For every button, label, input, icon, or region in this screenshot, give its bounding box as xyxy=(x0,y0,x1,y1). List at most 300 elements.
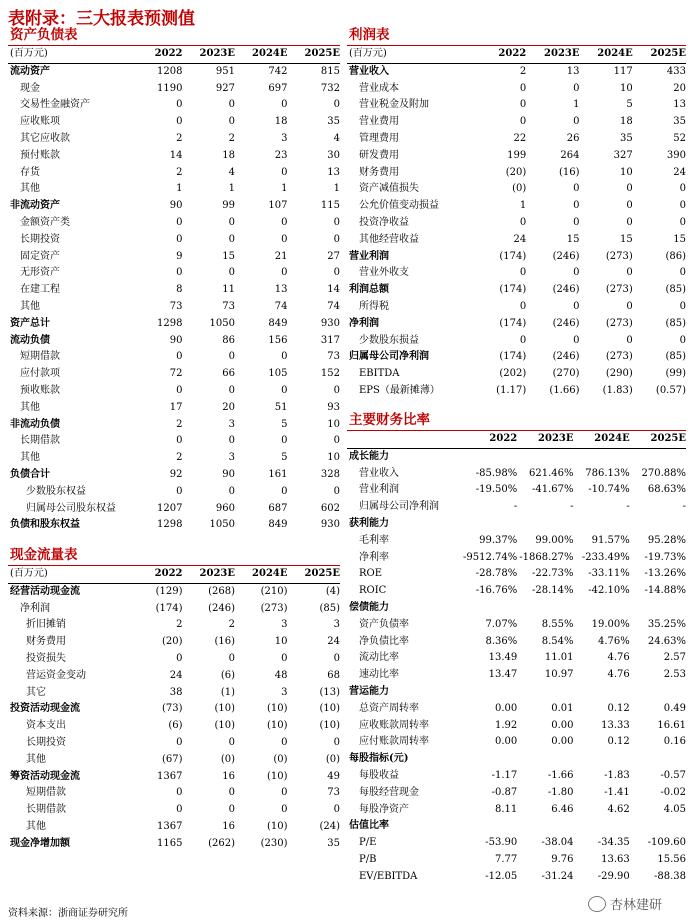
table-row xyxy=(347,818,686,835)
row-label: 利润总额 xyxy=(349,284,389,296)
cell-value: (273) xyxy=(260,602,288,614)
row-label: 每股净资产 xyxy=(359,803,409,815)
cell-value: 16.61 xyxy=(657,719,686,731)
cell-value: (0) xyxy=(273,753,288,765)
table-row xyxy=(8,701,340,718)
cell-value: 0 xyxy=(228,652,235,664)
cell-value xyxy=(517,818,573,835)
cell-value: 10 xyxy=(327,418,340,430)
cell-value: 7.77 xyxy=(494,853,518,865)
page-title: 表附录：三大报表预测值 xyxy=(8,9,195,29)
cell-value: 91.57% xyxy=(591,534,630,546)
cell-value: 0 xyxy=(228,216,235,228)
unit-label xyxy=(347,431,461,448)
row-label: 长期投资 xyxy=(20,233,60,245)
row-label: 其他经营收益 xyxy=(359,233,419,245)
table-row xyxy=(8,668,340,685)
cell-value: 8.54% xyxy=(541,635,574,647)
cell-value: 90 xyxy=(169,334,183,346)
cell-value: 0 xyxy=(281,233,288,245)
cell-value: 73 xyxy=(222,300,235,312)
table-row xyxy=(8,383,340,400)
table-row xyxy=(8,769,340,786)
row-label: 流动比率 xyxy=(359,652,399,664)
cell-value: (73) xyxy=(161,703,183,715)
cell-value: (273) xyxy=(605,317,633,329)
cell-value: 0 xyxy=(519,216,527,228)
cell-value xyxy=(461,448,517,465)
table-row xyxy=(8,215,340,232)
cell-value xyxy=(461,516,517,533)
row-label: P/E xyxy=(359,837,377,849)
cell-value: (1) xyxy=(220,686,235,698)
cell-value: 11 xyxy=(222,284,235,296)
cell-value: 0 xyxy=(176,736,183,748)
cell-value: 156 xyxy=(268,334,288,346)
row-label: 现金净增加额 xyxy=(10,837,70,849)
cell-value: -28.14% xyxy=(531,585,574,597)
cell-value: 0 xyxy=(176,116,183,128)
cell-value: 21 xyxy=(274,250,288,262)
cell-value: 1050 xyxy=(209,519,235,531)
cell-value: 13.47 xyxy=(488,669,518,681)
row-label: EV/EBITDA xyxy=(359,870,418,882)
row-label: 存货 xyxy=(20,166,40,178)
row-label: 财务费用 xyxy=(26,636,66,648)
year-header: 2023E xyxy=(517,431,573,448)
cell-value: 0 xyxy=(626,216,633,228)
cell-value: (10) xyxy=(266,820,288,832)
row-label: 应付账款周转率 xyxy=(359,736,429,748)
cell-value: 105 xyxy=(268,368,288,380)
cell-value: 18 xyxy=(620,116,633,128)
cell-value: (246) xyxy=(552,317,580,329)
cell-value: 13.49 xyxy=(488,652,518,664)
cell-value: 2 xyxy=(519,65,527,77)
cell-value: -1.41 xyxy=(604,786,630,798)
cell-value: (10) xyxy=(214,720,235,732)
cell-value: 0 xyxy=(176,351,183,363)
table-row xyxy=(347,566,686,583)
table-row xyxy=(8,114,340,131)
row-label: 短期借款 xyxy=(20,351,60,363)
cell-value: 4.62 xyxy=(607,803,630,815)
table-row xyxy=(8,501,340,518)
table-row xyxy=(347,165,686,182)
cell-value: (10) xyxy=(266,720,288,732)
cell-value: 732 xyxy=(320,82,340,94)
cell-value: 0 xyxy=(333,267,340,279)
year-header: 2025E xyxy=(633,46,686,63)
cell-value: (246) xyxy=(208,602,235,614)
cell-value: -109.60 xyxy=(647,837,686,849)
cell-value: 0.49 xyxy=(663,702,686,714)
cell-value: 0 xyxy=(333,804,340,816)
cell-value: 17 xyxy=(169,401,183,413)
row-label: 投资净收益 xyxy=(359,216,409,228)
table-row xyxy=(8,148,340,165)
cell-value: 328 xyxy=(320,468,340,480)
year-header: 2025E xyxy=(288,46,341,63)
cell-value xyxy=(574,448,630,465)
cell-value: 13 xyxy=(274,284,288,296)
cashflow-panel xyxy=(8,547,340,853)
cell-value: 0 xyxy=(573,200,580,212)
cell-value: 18 xyxy=(274,116,288,128)
cell-value: 390 xyxy=(666,149,686,161)
cell-value: 90 xyxy=(169,200,183,212)
cell-value: (85) xyxy=(665,317,686,329)
row-label: 归属母公司净利润 xyxy=(349,351,429,363)
cell-value: 0 xyxy=(176,787,183,799)
cell-value: -13.26% xyxy=(644,568,686,580)
table-row xyxy=(347,448,686,465)
cell-value: 0 xyxy=(228,787,235,799)
table-row xyxy=(347,600,686,617)
row-label: 成长能力 xyxy=(349,450,389,462)
cashflow-title: 现金流量表 xyxy=(8,547,340,566)
cell-value: -12.05 xyxy=(485,870,518,882)
table-row xyxy=(347,533,686,550)
cell-value: -31.24 xyxy=(541,870,574,882)
table-row xyxy=(347,751,686,768)
table-row xyxy=(347,131,686,148)
cell-value: 8.36% xyxy=(485,635,518,647)
cell-value: 7.07% xyxy=(485,618,518,630)
row-label: 归属母公司净利润 xyxy=(359,501,439,513)
row-label: 交易性金融资产 xyxy=(20,99,90,111)
cell-value: 35.25% xyxy=(647,618,686,630)
ratios-panel xyxy=(347,412,686,886)
table-row xyxy=(8,601,340,618)
cell-value: 433 xyxy=(666,65,686,77)
year-header: 2022 xyxy=(130,566,183,583)
cell-value: 0 xyxy=(281,435,288,447)
year-header: 2025E xyxy=(288,566,341,583)
cell-value: 0 xyxy=(626,334,633,346)
unit-label: (百万元) xyxy=(347,46,473,63)
table-row xyxy=(347,232,686,249)
cell-value: 3 xyxy=(228,452,235,464)
cell-value: (290) xyxy=(605,368,633,380)
cell-value: 0.00 xyxy=(551,719,574,731)
cell-value: 4.05 xyxy=(663,803,686,815)
cell-value: 602 xyxy=(320,502,340,514)
cell-value: 0 xyxy=(176,485,183,497)
row-label: 营业利润 xyxy=(359,484,399,496)
cell-value: 1367 xyxy=(157,820,183,832)
row-label: P/B xyxy=(359,853,377,865)
cell-value xyxy=(630,818,686,835)
cell-value: 0 xyxy=(228,267,235,279)
row-label: 所得税 xyxy=(359,300,389,312)
cell-value: -1.80 xyxy=(547,786,574,798)
row-label: 其他 xyxy=(20,300,40,312)
table-row xyxy=(8,467,340,484)
cell-value: (202) xyxy=(499,368,527,380)
cell-value: (129) xyxy=(155,585,183,597)
row-label: 应收账款周转率 xyxy=(359,719,429,731)
cell-value: 0 xyxy=(228,99,235,111)
row-label: 其它应收款 xyxy=(20,132,70,144)
income-statement-title: 利润表 xyxy=(347,27,686,46)
cell-value: (268) xyxy=(208,585,235,597)
income-statement-panel xyxy=(347,27,686,400)
table-row xyxy=(8,634,340,651)
table-row xyxy=(8,517,340,534)
cell-value: 960 xyxy=(215,502,235,514)
cell-value: 51 xyxy=(274,401,288,413)
cell-value: 0 xyxy=(519,116,527,128)
cell-value: (0) xyxy=(325,753,340,765)
cell-value: 13.33 xyxy=(601,719,630,731)
cell-value: 0 xyxy=(573,183,580,195)
table-row xyxy=(347,802,686,819)
cell-value xyxy=(517,516,573,533)
table-row xyxy=(347,333,686,350)
cell-value: 4 xyxy=(228,166,235,178)
balance-sheet-table xyxy=(8,46,340,534)
year-header: 2023E xyxy=(526,46,579,63)
table-row xyxy=(8,333,340,350)
cell-value: 0 xyxy=(573,300,580,312)
cell-value: -0.57 xyxy=(660,769,686,781)
cell-value: 4.76 xyxy=(607,652,630,664)
cell-value: 0.12 xyxy=(607,702,630,714)
row-label: 营运资金变动 xyxy=(26,669,86,681)
cell-value: 697 xyxy=(268,82,288,94)
cell-value: -16.76% xyxy=(475,585,518,597)
table-row xyxy=(347,198,686,215)
cell-value: 1367 xyxy=(157,770,183,782)
cell-value: 0 xyxy=(228,384,235,396)
cell-value: 13.63 xyxy=(601,853,630,865)
row-label: 预收账款 xyxy=(20,384,60,396)
row-label: 在建工程 xyxy=(20,284,60,296)
table-row xyxy=(347,466,686,483)
cell-value: 24.63% xyxy=(647,635,686,647)
row-label: 营业收入 xyxy=(349,65,389,77)
table-row xyxy=(8,165,340,182)
cell-value: 0 xyxy=(333,736,340,748)
cell-value: 90 xyxy=(222,468,235,480)
cell-value: -233.49% xyxy=(581,551,630,563)
table-row xyxy=(347,617,686,634)
table-row xyxy=(8,433,340,450)
row-label: ROIC xyxy=(359,585,387,597)
cell-value: 8.55% xyxy=(541,618,574,630)
cell-value xyxy=(574,818,630,835)
table-row xyxy=(8,265,340,282)
table-row xyxy=(8,131,340,148)
table-row xyxy=(8,685,340,702)
cell-value xyxy=(517,751,573,768)
table-row xyxy=(347,63,686,80)
cell-value: 68 xyxy=(327,669,340,681)
cell-value: 0 xyxy=(519,334,527,346)
cell-value: 0 xyxy=(228,804,235,816)
table-row xyxy=(347,869,686,886)
cell-value: 49 xyxy=(327,770,340,782)
cell-value: - xyxy=(626,501,630,513)
cell-value: 0.16 xyxy=(663,736,686,748)
cell-value: 6.46 xyxy=(551,803,574,815)
cell-value: - xyxy=(513,501,518,513)
table-row xyxy=(8,316,340,333)
cell-value: (174) xyxy=(499,317,527,329)
row-label: 少数股东损益 xyxy=(359,334,419,346)
row-label: 短期借款 xyxy=(26,787,66,799)
cell-value: 117 xyxy=(613,65,633,77)
cell-value: (273) xyxy=(605,284,633,296)
cell-value: 8 xyxy=(176,284,183,296)
row-label: 其他 xyxy=(20,452,40,464)
cell-value: -34.35 xyxy=(597,837,630,849)
table-row xyxy=(8,249,340,266)
row-label: 其他 xyxy=(26,753,46,765)
table-row xyxy=(347,81,686,98)
table-row xyxy=(8,63,340,80)
row-label: ROE xyxy=(359,568,383,580)
cell-value: 0 xyxy=(679,216,686,228)
cell-value: 0 xyxy=(573,216,580,228)
cell-value: (174) xyxy=(499,250,527,262)
table-row xyxy=(8,417,340,434)
cell-value: 0 xyxy=(281,736,288,748)
table-row xyxy=(347,852,686,869)
table-row xyxy=(347,114,686,131)
cell-value: 2 xyxy=(176,132,183,144)
cell-value: (10) xyxy=(214,703,235,715)
cell-value: - xyxy=(682,501,686,513)
row-label: 资产减值损失 xyxy=(359,183,419,195)
cell-value: 0 xyxy=(573,267,580,279)
row-label: 资本支出 xyxy=(26,720,66,732)
cell-value: 15 xyxy=(222,250,235,262)
cell-value: (13) xyxy=(319,686,340,698)
cell-value: (85) xyxy=(665,284,686,296)
table-row xyxy=(347,482,686,499)
table-row xyxy=(8,819,340,836)
cell-value xyxy=(630,684,686,701)
row-label: 非流动负债 xyxy=(10,418,60,430)
cell-value: 73 xyxy=(169,300,183,312)
cell-value xyxy=(461,751,517,768)
cell-value: (4) xyxy=(325,585,340,597)
table-row xyxy=(347,701,686,718)
table-row xyxy=(347,349,686,366)
cell-value: 0 xyxy=(281,216,288,228)
cell-value: 1 xyxy=(333,183,340,195)
cell-value: -41.67% xyxy=(531,484,574,496)
cell-value: 35 xyxy=(620,132,633,144)
cell-value: 10 xyxy=(274,636,288,648)
table-row xyxy=(8,484,340,501)
table-row xyxy=(8,718,340,735)
cell-value: 3 xyxy=(281,686,288,698)
cell-value: -0.87 xyxy=(491,786,518,798)
year-header: 2022 xyxy=(461,431,517,448)
cell-value: 13 xyxy=(327,166,340,178)
row-label: 应付款项 xyxy=(20,368,60,380)
cell-value xyxy=(574,684,630,701)
cell-value: 74 xyxy=(274,300,288,312)
row-label: 每股经营现金 xyxy=(359,786,419,798)
cell-value: 35 xyxy=(327,837,340,849)
table-row xyxy=(347,650,686,667)
row-label: 流动资产 xyxy=(10,65,50,77)
cell-value: 1298 xyxy=(157,317,183,329)
cell-value: 10 xyxy=(327,452,340,464)
cell-value: 0 xyxy=(679,300,686,312)
cell-value xyxy=(461,818,517,835)
cell-value: (174) xyxy=(499,284,527,296)
cell-value: 2 xyxy=(228,619,235,631)
row-label: 长期投资 xyxy=(26,736,66,748)
cell-value: 4 xyxy=(333,132,340,144)
cell-value xyxy=(461,684,517,701)
cell-value: (10) xyxy=(266,703,288,715)
table-row xyxy=(347,366,686,383)
cell-value: 264 xyxy=(560,149,580,161)
cell-value: 2 xyxy=(176,619,183,631)
cell-value: 152 xyxy=(320,368,340,380)
cell-value: 0 xyxy=(176,435,183,447)
cell-value: 0 xyxy=(333,652,340,664)
cell-value: 72 xyxy=(169,368,183,380)
cell-value: (99) xyxy=(665,368,686,380)
cell-value: 0 xyxy=(281,652,288,664)
cell-value: (6) xyxy=(168,720,183,732)
cell-value: 0 xyxy=(176,233,183,245)
income-statement-table xyxy=(347,46,686,400)
cell-value: 0 xyxy=(176,804,183,816)
cell-value: 621.46% xyxy=(529,467,574,479)
row-label: 营业利润 xyxy=(349,250,389,262)
cell-value: (1.83) xyxy=(602,384,633,396)
cell-value: 0 xyxy=(281,485,288,497)
cell-value xyxy=(461,600,517,617)
table-row xyxy=(8,232,340,249)
row-label: 管理费用 xyxy=(359,132,399,144)
row-label: 应收账项 xyxy=(20,116,60,128)
cell-value: (10) xyxy=(319,703,340,715)
cell-value: 0 xyxy=(176,99,183,111)
cell-value: 0.01 xyxy=(551,702,574,714)
cell-value: 115 xyxy=(320,200,340,212)
table-row xyxy=(8,836,340,853)
table-row xyxy=(8,299,340,316)
cell-value: 9.76 xyxy=(551,853,574,865)
cell-value: 5 xyxy=(281,452,288,464)
cell-value: 0 xyxy=(573,334,580,346)
table-row xyxy=(8,81,340,98)
cell-value: (85) xyxy=(319,602,340,614)
row-label: 流动负债 xyxy=(10,334,50,346)
row-label: 负债合计 xyxy=(10,468,50,480)
row-label: 净利润 xyxy=(20,602,50,614)
row-label: 营业收入 xyxy=(359,467,399,479)
row-label: 现金 xyxy=(20,82,40,94)
cell-value: 1 xyxy=(281,183,288,195)
cell-value xyxy=(574,751,630,768)
cell-value: 10.97 xyxy=(544,669,574,681)
cell-value: 14 xyxy=(169,149,183,161)
cell-value: 0.12 xyxy=(607,736,630,748)
table-row xyxy=(8,583,340,600)
year-header: 2024E xyxy=(235,46,288,63)
cell-value: (6) xyxy=(220,669,235,681)
